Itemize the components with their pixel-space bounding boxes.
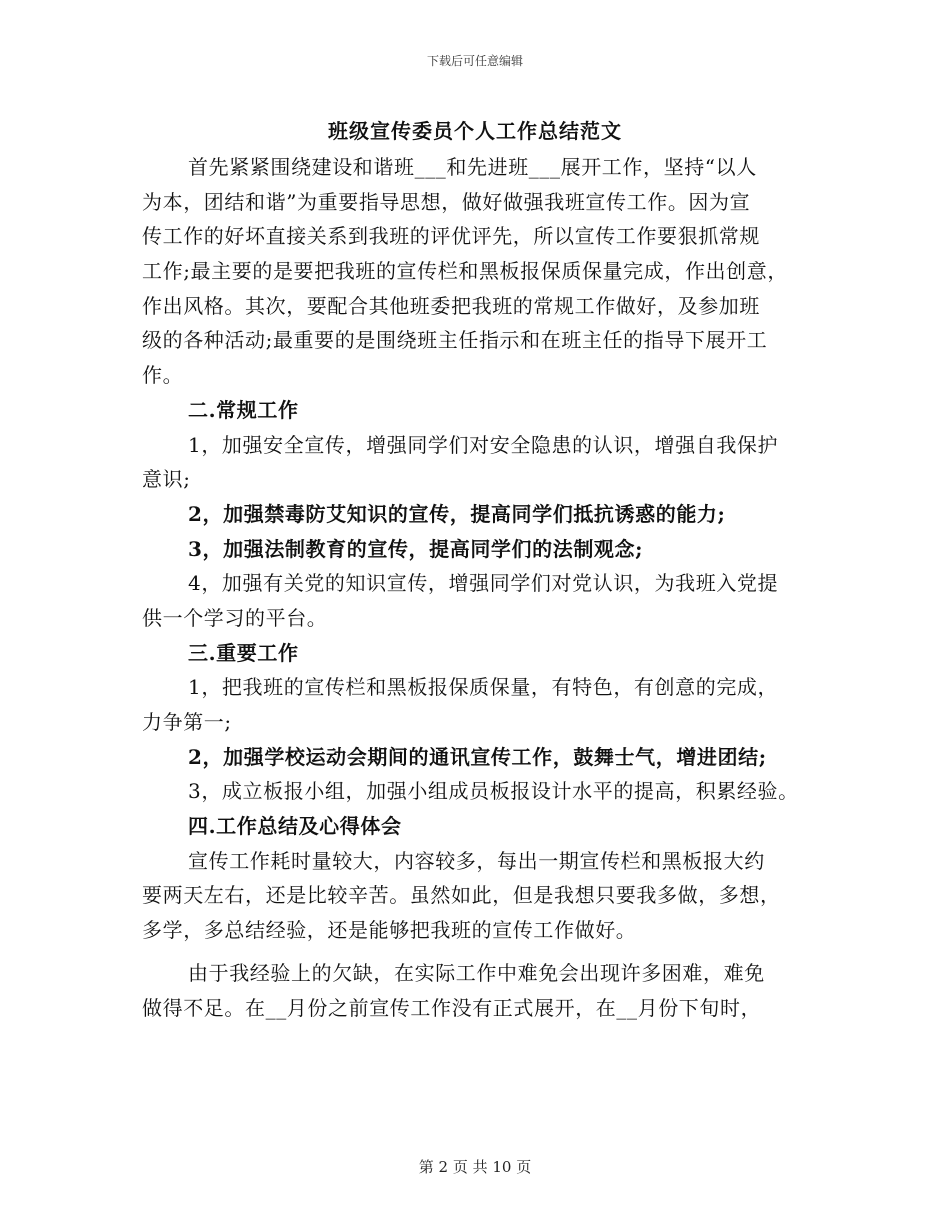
section-heading-line: 二.常规工作 xyxy=(188,397,299,422)
text-line: 1，加强安全宣传，增强同学们对安全隐患的认识，增强自我保护 xyxy=(188,432,779,457)
text-line: 多学，多总结经验，还是能够把我班的宣传工作做好。 xyxy=(142,918,637,943)
document-body xyxy=(142,150,822,1025)
section-heading-line: 三.重要工作 xyxy=(188,640,299,665)
text-line: 4，加强有关党的知识宣传，增强同学们对党认识，为我班入党提 xyxy=(188,571,779,596)
text-line: 作出风格。其次，要配合其他班委把我班的常规工作做好，及参加班 xyxy=(142,293,760,318)
text-line: 首先紧紧围绕建设和谐班___和先进班___展开工作，坚持“以人 xyxy=(188,155,757,179)
text-line: 为本，团结和谐”为重要指导思想，做好做强我班宣传工作。因为宣 xyxy=(142,189,751,214)
text-line: 要两天左右，还是比较辛苦。虽然如此，但是我想只要我多做，多想， xyxy=(142,883,781,908)
section-heading-line: 2，加强禁毒防艾知识的宣传，提高同学们抵抗诱惑的能力; xyxy=(188,501,726,526)
text-line: 意识; xyxy=(142,467,191,492)
text-line: 做得不足。在__月份之前宣传工作没有正式展开，在__月份下旬时， xyxy=(142,995,762,1020)
text-line: 宣传工作耗时量较大，内容较多，每出一期宣传栏和黑板报大约 xyxy=(188,848,765,873)
text-line: 作。 xyxy=(142,363,184,388)
section-heading-line: 2，加强学校运动会期间的通讯宣传工作，鼓舞士气，增进团结; xyxy=(188,744,767,769)
text-line: 工作;最主要的是要把我班的宣传栏和黑板报保质保量完成，作出创意， xyxy=(142,259,788,284)
text-line: 3，成立板报小组，加强小组成员板报设计水平的提高，积累经验。 xyxy=(188,779,799,804)
document-title: 班级宣传委员个人工作总结范文 xyxy=(328,119,622,143)
text-line: 由于我经验上的欠缺，在实际工作中难免会出现许多困难，难免 xyxy=(188,960,765,985)
section-heading-line: 3，加强法制教育的宣传，提高同学们的法制观念; xyxy=(188,536,644,561)
page-header: 下载后可任意编辑 xyxy=(426,54,523,68)
section-heading-line: 四.工作总结及心得体会 xyxy=(188,814,402,839)
text-line: 级的各种活动;最重要的是围绕班主任指示和在班主任的指导下展开工 xyxy=(142,328,768,353)
page-footer: 第 2 页 共 10 页 xyxy=(418,1158,532,1176)
text-line: 传工作的好坏直接关系到我班的评优评先，所以宣传工作要狠抓常规 xyxy=(142,224,760,249)
text-line: 1，把我班的宣传栏和黑板报保质保量，有特色，有创意的完成， xyxy=(188,675,779,700)
text-line: 力争第一; xyxy=(142,710,232,734)
text-line: 供一个学习的平台。 xyxy=(142,605,328,630)
paragraph-gap xyxy=(142,948,822,956)
